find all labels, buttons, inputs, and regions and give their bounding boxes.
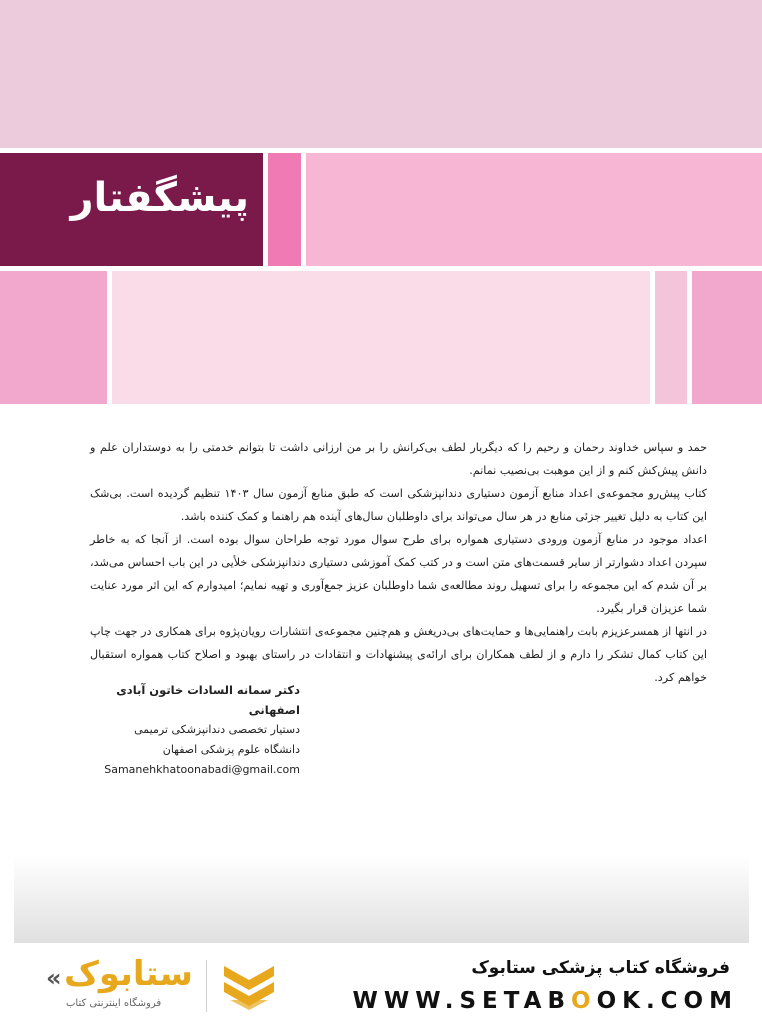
- paragraph: کتاب پیش‌رو مجموعه‌ی اعداد منابع آزمون دستیاری دندانپزشکی است که طبق منابع آزمون سال ۱۴۰۳ تنظیم گردیده است. بی‌شک این کتاب به دلیل تغییر جزئی منابع در هر سال می‌تواند برای داوطلبان سال‌های آینده هم راهنما و کمک کننده باشد.: [90, 487, 708, 523]
- paragraph: در انتها از همسرعزیزم بابت راهنمایی‌ها و حمایت‌های بی‌دریغش و هم‌چنین مجموعه‌ی انتشارات رویان‌پژوه برای همکاری در جهت چاپ این کتاب کمال تشکر را دارم و از لطف همکاران برای ارائه‌ی پیشنهادات و انتقادات در راستای بهبود و اصلاح کتاب همواره استقبال خواهم کرد.: [90, 625, 707, 684]
- url-part-1: WWW.SETAB: [352, 988, 571, 1014]
- decor-strip-pink: [268, 153, 301, 266]
- store-url[interactable]: [353, 988, 738, 1014]
- paragraph: اعداد موجود در منابع آزمون ورودی دستیاری همواره برای طرح سوال مورد توجه طراحان سوال بوده است. از آنجا که به خاطر سپردن اعداد دشوارتر از سایر قسمت‌های متن است و در کتب کمک آموزشی دستیاری دندانپزشکی خلأیی در این باب احساس می‌شد، بر آن شدم که این مجموعه را برای تسهیل روند مطالعه‌ی شما داوطلبان عزیز جمع‌آوری و تهیه نمایم؛ امیدوارم که این اثر مورد عنایت شما عزیزان قرار بگیرد.: [90, 533, 707, 615]
- logo-arrows-icon: «: [46, 964, 62, 992]
- logo-tagline: فروشگاه اینترنتی کتاب: [66, 998, 162, 1009]
- decor-block-right: [692, 271, 762, 404]
- author-role: دستیار تخصصی دندانپزشکی ترمیمی: [134, 723, 300, 736]
- decor-block-left: [0, 271, 107, 404]
- paragraph: حمد و سپاس خداوند رحمان و رحیم را که دیگربار لطف بی‌کرانش را بر من ارزانی داشت تا بتوانم خدمتی را به دوستداران علم و دانش پیش‌کش کنم و از این موهبت بی‌نصیب نمانم.: [90, 441, 707, 477]
- bottom-fade: [14, 855, 749, 943]
- store-name: فروشگاه کتاب پزشکی ستابوک: [471, 958, 730, 978]
- book-chevron-icon: [220, 962, 278, 1012]
- decor-strip-narrow: [655, 271, 687, 404]
- page-title: پیشگفتار: [70, 175, 249, 221]
- logo-word: ستابوک: [64, 954, 193, 994]
- setabook-logo: [46, 952, 304, 1018]
- author-name: دکتر سمانه السادات خاتون آبادی اصفهانی: [116, 683, 300, 717]
- decor-block-light: [306, 153, 762, 266]
- title-box: [0, 153, 263, 266]
- url-part-2: OK.COM: [596, 988, 738, 1014]
- preface-body: [90, 436, 707, 689]
- author-email: Samanehkhatoonabadi@gmail.com: [104, 763, 300, 776]
- top-decor-band: [0, 0, 762, 148]
- author-signature: [90, 680, 300, 780]
- author-affiliation: دانشگاه علوم پزشکی اصفهان: [162, 743, 300, 756]
- logo-divider: [206, 960, 207, 1012]
- url-accent-o: O: [571, 988, 597, 1014]
- decor-block-middle: [112, 271, 650, 404]
